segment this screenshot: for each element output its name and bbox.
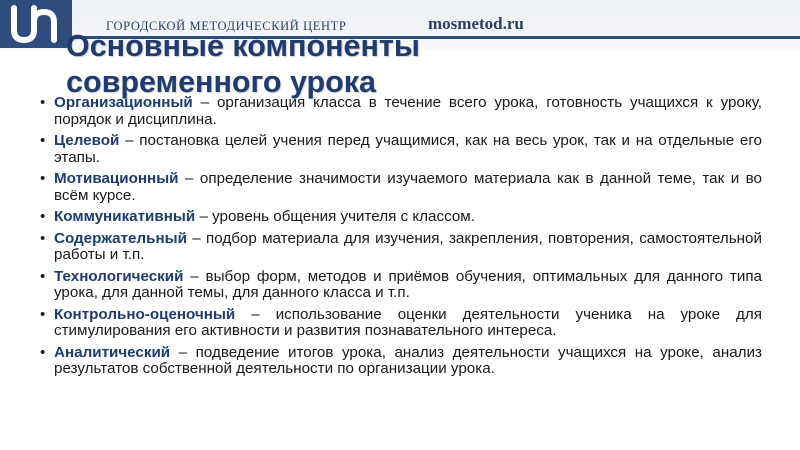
item-text: – подбор материала для изучения, закрепления, повторения, самостоятельной работы и т.п. (54, 229, 762, 263)
title-line-2: современного урока (66, 65, 376, 99)
item-text: – выбор форм, методов и приёмов обучения, оптимальных для данного типа урока, для данной темы, для данного класса и т.п. (54, 267, 762, 301)
item-text: – уровень общения учителя с классом. (195, 208, 475, 225)
list-item (40, 209, 762, 226)
components-list (40, 95, 762, 378)
list-item (40, 95, 762, 128)
list-item (40, 269, 762, 302)
item-term: Коммуникативный (54, 208, 196, 225)
site-link[interactable]: mosmetod.ru (428, 14, 524, 33)
item-text: – организация класса в течение всего урока, готовность учащихся к уроку, порядок и дисциплина. (54, 94, 762, 128)
item-text: – использование оценки деятельности ученика на уроке для стимулирования его активности и развития познавательного интереса. (54, 305, 762, 339)
item-term: Содержательный (54, 229, 187, 247)
mosmetod-logo-icon (0, 0, 72, 48)
item-term: Целевой (54, 132, 120, 149)
list-item (40, 307, 762, 340)
page-title (66, 28, 786, 100)
item-text: – постановка целей учения перед учащимися, как на весь урок, так и на отдельные его этапы. (54, 132, 762, 166)
list-item (40, 231, 762, 264)
list-item (40, 133, 762, 166)
item-term: Контрольно-оценочный (54, 305, 236, 323)
list-item (40, 171, 762, 204)
item-text: – подведение итогов урока, анализ деятельности учащихся на уроке, анализ результатов собственной деятельности по организации урока. (54, 343, 762, 377)
item-term: Аналитический (54, 343, 171, 361)
item-term: Технологический (54, 267, 184, 285)
item-term: Мотивационный (54, 170, 179, 187)
list-item (40, 345, 762, 378)
title-line-1: Основные компоненты (66, 29, 420, 63)
item-term: Организационный (54, 94, 193, 111)
item-text: – определение значимости изучаемого материала как в данной теме, так и во всём курсе. (54, 170, 762, 204)
org-name: ГОРОДСКОЙ МЕТОДИЧЕСКИЙ ЦЕНТР (106, 19, 347, 33)
